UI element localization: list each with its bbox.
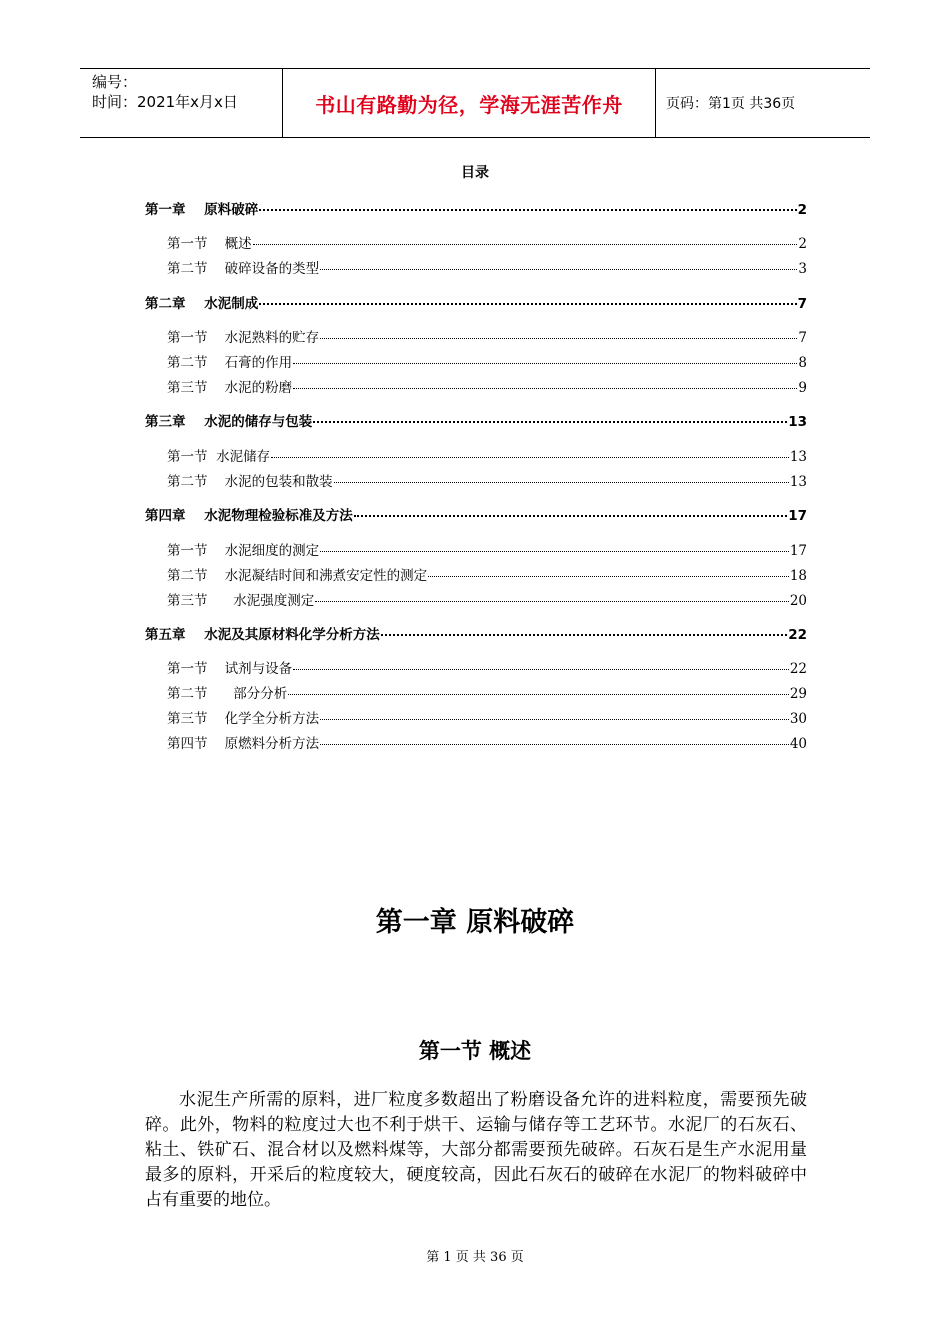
toc-entry-page: 22 xyxy=(788,627,807,643)
toc-entry-label: 第四章 水泥物理检验标准及方法 xyxy=(145,508,353,524)
toc-entry-page: 8 xyxy=(798,355,807,371)
toc-leader-dots xyxy=(320,269,797,270)
toc-section-entry[interactable] xyxy=(167,564,807,582)
toc-leader-dots xyxy=(320,719,789,720)
toc-chapter-entry[interactable] xyxy=(145,504,807,522)
toc-section-entry[interactable] xyxy=(167,682,807,700)
toc-entry-page: 18 xyxy=(789,568,807,584)
toc-entry-page: 13 xyxy=(788,414,807,430)
motto-text: 书山有路勤为径，学海无涯苦作舟 xyxy=(315,92,623,117)
toc-section-entry[interactable] xyxy=(167,351,807,369)
toc-section-entry[interactable] xyxy=(167,539,807,557)
toc-leader-dots xyxy=(293,669,789,670)
toc-section-entry[interactable] xyxy=(167,707,807,725)
toc-title: 目录 xyxy=(461,165,489,181)
toc-entry-label: 第二节 石膏的作用 xyxy=(167,355,293,371)
toc-section-entry[interactable] xyxy=(167,232,807,250)
toc-entry-label: 第二节 部分分析 xyxy=(167,686,288,702)
toc-entry-label: 第二节 破碎设备的类型 xyxy=(167,261,320,277)
document-header xyxy=(80,68,870,138)
toc-entry-label: 第四节 原燃料分析方法 xyxy=(167,736,320,752)
toc-entry-page: 9 xyxy=(798,380,807,396)
toc-leader-dots xyxy=(259,303,796,305)
toc-entry-label: 第二节 水泥凝结时间和沸煮安定性的测定 xyxy=(167,568,428,584)
toc-entry-label: 第二节 水泥的包装和散装 xyxy=(167,474,333,490)
toc-entry-page: 2 xyxy=(797,202,807,218)
header-motto-cell xyxy=(283,69,656,137)
toc-entry-page: 30 xyxy=(789,711,807,727)
toc-leader-dots xyxy=(354,515,787,517)
toc-entry-page: 13 xyxy=(789,449,807,465)
toc-entry-label: 第一章 原料破碎 xyxy=(145,202,259,218)
toc-entry-label: 第一节 试剂与设备 xyxy=(167,661,293,677)
toc-leader-dots xyxy=(315,601,789,602)
header-meta-cell xyxy=(80,69,283,137)
toc-leader-dots xyxy=(313,421,787,423)
toc-entry-page: 13 xyxy=(789,474,807,490)
toc-entry-page: 3 xyxy=(798,261,807,277)
toc-leader-dots xyxy=(293,388,797,389)
page-footer: 第 1 页 共 36 页 xyxy=(426,1250,524,1265)
toc-entry-label: 第三章 水泥的储存与包装 xyxy=(145,414,313,430)
toc-section-entry[interactable] xyxy=(167,376,807,394)
chapter-title: 第一章 原料破碎 xyxy=(375,907,575,938)
toc-entry-label: 第五章 水泥及其原材料化学分析方法 xyxy=(145,627,380,643)
toc-section-entry[interactable] xyxy=(167,326,807,344)
toc-entry-label: 第一节 水泥细度的测定 xyxy=(167,543,320,559)
toc-leader-dots xyxy=(320,338,797,339)
toc-leader-dots xyxy=(320,551,789,552)
toc-leader-dots xyxy=(288,694,789,695)
toc-leader-dots xyxy=(334,482,789,483)
toc-entry-label: 第一节 水泥储存 xyxy=(167,449,271,465)
toc-leader-dots xyxy=(253,244,798,245)
toc-leader-dots xyxy=(428,576,789,577)
toc-entry-label: 第三节 化学全分析方法 xyxy=(167,711,320,727)
toc-section-entry[interactable] xyxy=(167,470,807,488)
toc-entry-page: 7 xyxy=(798,330,807,346)
toc-chapter-entry[interactable] xyxy=(145,292,807,310)
toc-entry-label: 第一节 概述 xyxy=(167,236,252,252)
toc-entry-page: 40 xyxy=(789,736,807,752)
toc-leader-dots xyxy=(259,209,796,211)
toc-entry-page: 2 xyxy=(798,236,807,252)
toc-entry-page: 7 xyxy=(797,296,807,312)
section-title: 第一节 概述 xyxy=(418,1039,532,1063)
number-label: 编号： xyxy=(92,73,138,91)
toc-section-entry[interactable] xyxy=(167,732,807,750)
toc-chapter-entry[interactable] xyxy=(145,623,807,641)
toc-entry-page: 17 xyxy=(788,508,807,524)
toc-entry-label: 第三节 水泥的粉磨 xyxy=(167,380,293,396)
page-info: 页码：第1页 共36页 xyxy=(666,96,796,112)
toc-section-entry[interactable] xyxy=(167,657,807,675)
toc-leader-dots xyxy=(381,634,787,636)
toc-entry-page: 22 xyxy=(789,661,807,677)
toc-section-entry[interactable] xyxy=(167,257,807,275)
toc-entry-page: 29 xyxy=(789,686,807,702)
body-paragraph: 水泥生产所需的原料，进厂粒度多数超出了粉磨设备允许的进料粒度，需要预先破碎。此外，物料的粒度过大也不利于烘干、运输与储存等工艺环节。水泥厂的石灰石、粘土、铁矿石、混合材以及燃料煤等，大部分都需要预先破碎。石灰石是生产水泥用量最多的原料，开采后的粒度较大，硬度较高，因此石灰石的破碎在水泥厂的物料破碎中占有重要的地位。 xyxy=(145,1090,807,1210)
toc-leader-dots xyxy=(271,457,789,458)
toc-entry-label: 第三节 水泥强度测定 xyxy=(167,593,315,609)
toc-leader-dots xyxy=(320,744,789,745)
date-label: 时间：2021年x月x日 xyxy=(92,93,238,111)
toc-chapter-entry[interactable] xyxy=(145,198,807,216)
toc-entry-label: 第二章 水泥制成 xyxy=(145,296,259,312)
toc-chapter-entry[interactable] xyxy=(145,410,807,428)
toc-entry-page: 17 xyxy=(789,543,807,559)
toc-entry-page: 20 xyxy=(789,593,807,609)
toc-section-entry[interactable] xyxy=(167,445,807,463)
toc-section-entry[interactable] xyxy=(167,589,807,607)
toc-entry-label: 第一节 水泥熟料的贮存 xyxy=(167,330,320,346)
toc-leader-dots xyxy=(293,363,797,364)
